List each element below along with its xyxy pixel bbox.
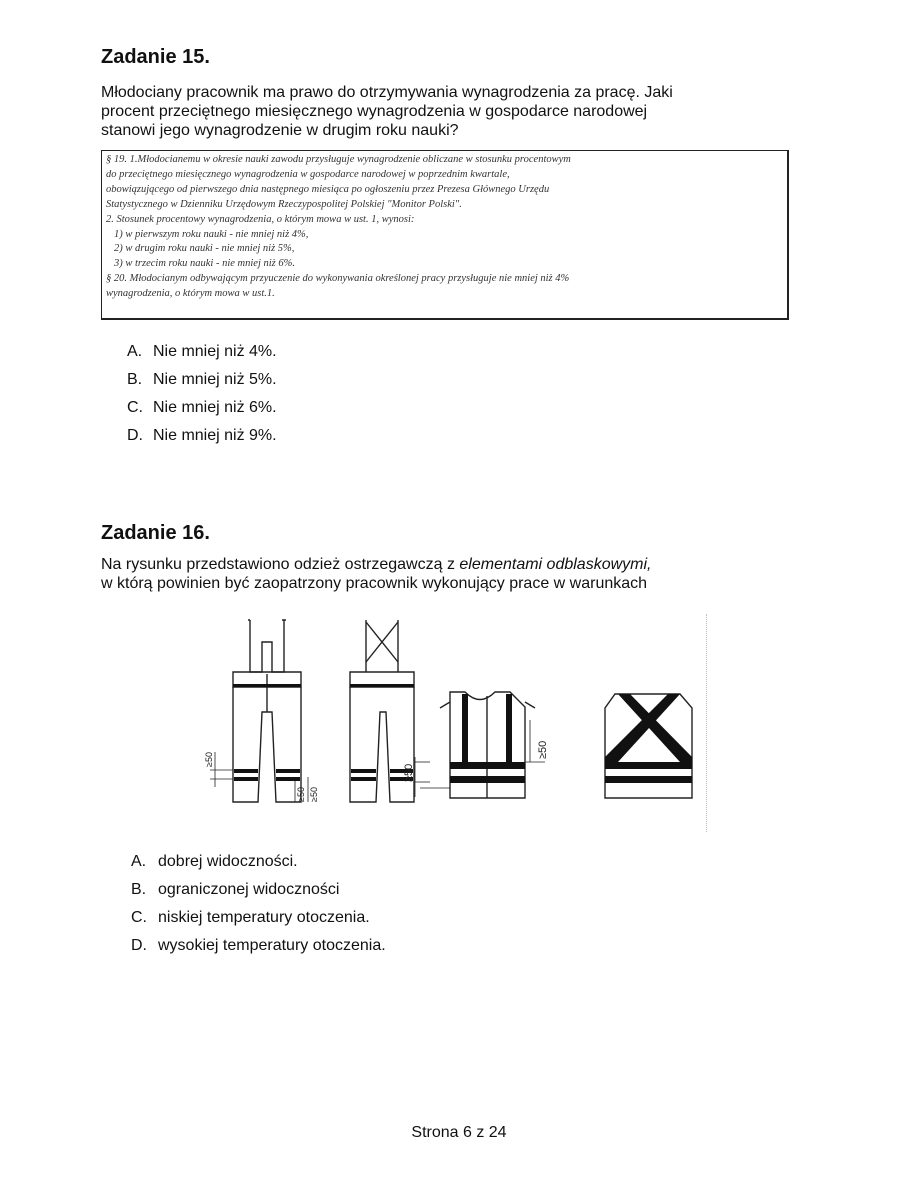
task-15-answers [127, 338, 277, 450]
question-italic-text: elementami odblaskowymi, [459, 556, 652, 573]
quote-line: 2) w drugim roku nauki - nie mniej niż 5%, [114, 243, 295, 255]
task-15-question [101, 83, 786, 140]
answer-letter: C. [127, 399, 143, 416]
answer-option[interactable] [127, 338, 277, 366]
quote-line: do przeciętnego miesięcznego wynagrodzenia w gospodarce narodowej w poprzednim kwartale, [106, 168, 510, 180]
question-line: stanowi jego wynagrodzenie w drugim roku nauki? [101, 122, 459, 139]
reflective-strips [233, 684, 692, 783]
question-line: w którą powinien być zaopatrzony pracownik wykonujący prace w warunkach [101, 575, 648, 592]
question-line: Młodociany pracownik ma prawo do otrzymywania wynagrodzenia za pracę. Jaki [101, 84, 673, 101]
bib-overall-front [233, 620, 301, 802]
answer-option[interactable] [127, 394, 277, 422]
answer-option[interactable] [131, 848, 386, 876]
answer-letter: B. [127, 371, 143, 388]
answer-text: wysokiej temperatury otoczenia. [158, 937, 386, 954]
page-number: Strona 6 z 24 [411, 1124, 507, 1141]
answer-letter: D. [127, 427, 143, 444]
answer-option[interactable] [131, 904, 386, 932]
task-16-answers [131, 848, 386, 960]
answer-text: dobrej widoczności. [158, 853, 298, 870]
dimension-label: ≥50 [309, 787, 319, 802]
task-16-question [101, 555, 786, 593]
answer-letter: B. [131, 881, 147, 898]
quote-line: § 20. Młodocianym odbywającym przyuczenie do wykonywania określonej pracy przysługuje nie mniej niż 4% [106, 273, 570, 285]
legal-quote-box [101, 150, 789, 320]
answer-text: Nie mniej niż 5%. [153, 371, 277, 388]
question-text: Na rysunku przedstawiono odzież ostrzegawczą z [101, 556, 460, 573]
answer-option[interactable] [127, 422, 277, 450]
quote-line: 1) w pierwszym roku nauki - nie mniej niż 4%, [114, 228, 309, 240]
answer-option[interactable] [127, 366, 277, 394]
dimension-label: ≥50 [296, 787, 306, 802]
dimension-label: ≥50 [537, 740, 549, 759]
task-16-title: Zadanie 16. [101, 522, 210, 544]
quote-line: § 19. 1.Młodocianemu w okresie nauki zawodu przysługuje wynagrodzenie obliczane w stosunku procentowym [106, 154, 571, 165]
answer-letter: C. [131, 909, 147, 926]
answer-text: Nie mniej niż 9%. [153, 427, 277, 444]
dimension-label: ≥50 [204, 752, 214, 767]
answer-text: niskiej temperatury otoczenia. [158, 909, 370, 926]
warning-clothing-figure [200, 612, 715, 832]
question-line [101, 555, 786, 574]
quote-line: wynagrodzenia, o którym mowa w ust.1. [106, 288, 275, 300]
answer-letter: A. [127, 343, 143, 360]
question-line: procent przeciętnego miesięcznego wynagrodzenia w gospodarce narodowej [101, 103, 648, 120]
answer-option[interactable] [131, 876, 386, 904]
quote-line: 2. Stosunek procentowy wynagrodzenia, o którym mowa w ust. 1, wynosi: [106, 213, 415, 225]
task-15-title: Zadanie 15. [101, 46, 210, 68]
quote-line: obowiązującego od pierwszego dnia następnego miesiąca po ogłoszeniu przez Prezesa Głównego Urzędu [106, 183, 550, 195]
answer-letter: D. [131, 937, 147, 954]
answer-letter: A. [131, 853, 147, 870]
dimension-label: ≥50 [403, 763, 415, 782]
answer-text: ograniczonej widoczności [158, 881, 340, 898]
quote-line: Statystycznego w Dzienniku Urzędowym Rzeczypospolitej Polskiej "Monitor Polski". [106, 198, 462, 210]
quote-line: 3) w trzecim roku nauki - nie mniej niż 6%. [114, 258, 295, 270]
answer-option[interactable] [131, 932, 386, 960]
answer-text: Nie mniej niż 4%. [153, 343, 277, 360]
answer-text: Nie mniej niż 6%. [153, 399, 277, 416]
